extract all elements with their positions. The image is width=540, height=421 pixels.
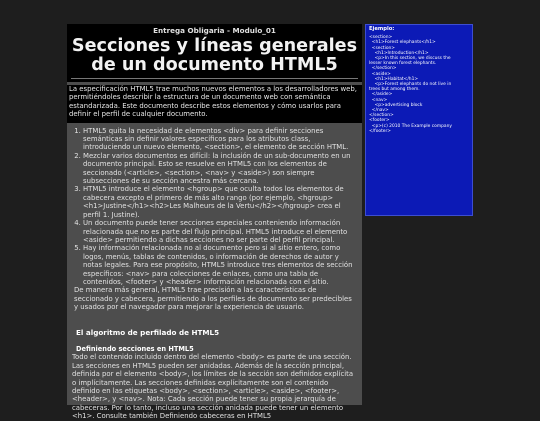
main-article xyxy=(67,24,362,421)
code-line: </section> xyxy=(369,113,394,119)
code-line: lesser known forest elephants. xyxy=(369,61,437,67)
code-line: <footer> xyxy=(369,118,390,124)
code-line: <h1>Introduction</h1> xyxy=(369,50,429,56)
code-line: <aside> xyxy=(369,71,391,77)
list-item: 5. Hay información relacionada no al documento pero si al sitio entero, como logos, menús, tablas de contenidos, o información de derechos de autor y notas legales. Para ese propósito, HTML5 introduce tres elementos de sección específicos: <nav> para colecciones de enlaces, como una tabla de contenidos, <footer> y <header> información relacionada con el sitio. xyxy=(83,244,357,286)
code-line: <p>advertising block xyxy=(369,102,423,108)
intro-paragraph: La especificación HTML5 trae muchos nuevos elementos a los desarrolladores web, permitiéndoles describir la estructura de un documento web con semántica estandarizada. Este documento describe estos elementos y cómo usarlos para definir el perfil de cualquier documento. xyxy=(67,85,362,123)
code-line: <section> xyxy=(369,35,393,41)
list-conclusion: De manera más general, HTML5 trae precisión a las características de seccionado y cabecera, permitiendo a los perfiles de documento ser predecibles y usados por el navegador para mejorar la experiencia de usuario. xyxy=(74,286,352,312)
code-line: </aside> xyxy=(369,92,393,98)
section-body: Todo el contenido incluido dentro del elemento <body> es parte de una sección. Las secciones en HTML5 pueden ser anidadas. Además de la sección principal, definida por el elemento <body>, los límites de la sección son definidos explícita o implícitamente. Las secciones definidas explícitamente son el contenido definido en las etiquetas <body>, <section>, <article>, <aside>, <footer>, <header>, y <nav>. Nota: Cada sección puede tener su propia jerarquía de cabeceras. Por lo tanto, incluso una sección anidada puede tener un elemento <h1>. Consulte también Definiendo cabeceras en HTML5 xyxy=(72,353,354,421)
features-list xyxy=(72,127,357,287)
list-item: 1. HTML5 quita la necesidad de elementos <div> para definir secciones semánticas sin definir valores específicos para los atributos class, introduciendo un nuevo elemento, <section>, el elemento de sección HTML. xyxy=(83,127,357,152)
code-line: </section> xyxy=(369,66,397,72)
section-subheading: Definiendo secciones en HTML5 xyxy=(76,344,194,353)
list-item: 2. Mezclar varios documentos es difícil: la inclusión de un sub-documento en un documento principal. Esto se resuelve en HTML5 con los elementos de seccionado (<article>, <section>, <nav> y <aside>) son siempre subsecciones de su sección ancestra más cercana. xyxy=(83,152,357,186)
page-title: Secciones y líneas generales de un documento HTML5 xyxy=(71,36,358,75)
list-item: 4. Un documento puede tener secciones especiales conteniendo información relacionada que no es parte del flujo principal. HTML5 introduce el elemento <aside> permitiendo a dichas secciones no ser parte del perfil principal. xyxy=(83,219,357,244)
content-area xyxy=(67,127,362,421)
aside-label: Ejemplo: xyxy=(369,26,395,32)
code-line: <h1>Forest elephants</h1> xyxy=(369,40,436,46)
code-line: <p>Forest elephants do not live in xyxy=(369,82,452,88)
page-header xyxy=(67,24,362,82)
example-aside xyxy=(365,24,473,216)
page-subtitle: Entrega Obligaria - Modulo_01 xyxy=(153,26,276,35)
code-line: </nav> xyxy=(369,108,389,114)
code-line: <h1>Habitat</h1> xyxy=(369,76,419,82)
code-line: trees but among them. xyxy=(369,87,420,93)
code-line: <nav> xyxy=(369,97,388,103)
section-heading: El algoritmo de perfilado de HTML5 xyxy=(76,327,220,337)
header-divider xyxy=(71,78,358,79)
list-item: 3. HTML5 introduce el elemento <hgroup> que oculta todos los elementos de cabecera excepto el primero de más alto rango (por ejemplo, <hgroup> <h1>Justine</h1><h2>Les Malheurs de la Vertu</h2></hgroup> crea el perfil 1. Justine). xyxy=(83,185,357,219)
code-line: <section> xyxy=(369,45,395,51)
code-line: <p>(c) 2010 The Example company xyxy=(369,123,452,129)
code-line: </footer> xyxy=(369,128,391,134)
code-line: <p>In this section, we discuss the xyxy=(369,56,451,62)
